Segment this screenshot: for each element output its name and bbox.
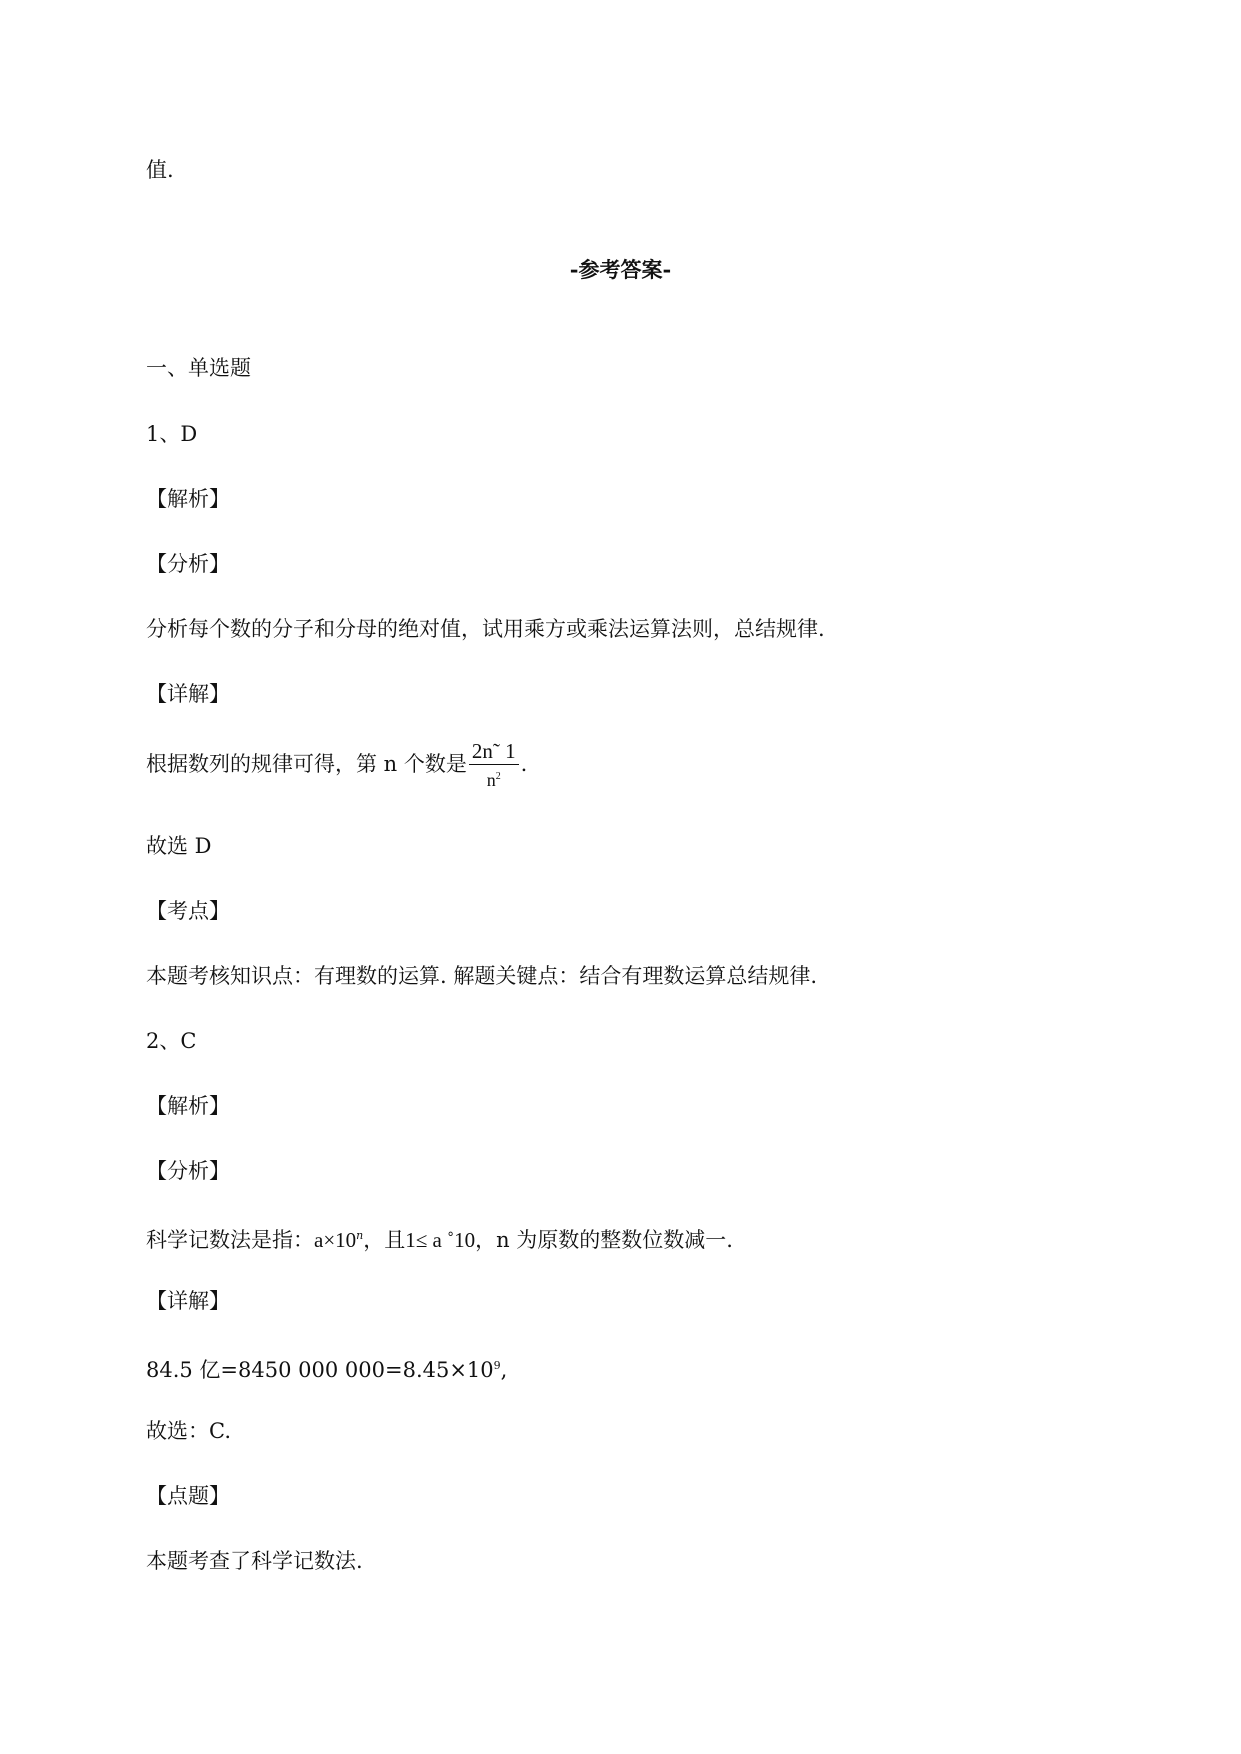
- q2-answer: 2、C: [146, 1029, 197, 1053]
- q2-fenxi-inequality: 1≤ a ˚10: [405, 1228, 476, 1252]
- q1-kaodian-label: 【考点】: [146, 899, 230, 923]
- q2-fenxi-prefix: 科学记数法是指：: [146, 1228, 314, 1252]
- q2-fenxi-exponent: n: [356, 1229, 364, 1242]
- q2-jiexi-label: 【解析】: [146, 1094, 230, 1118]
- q1-xiangjie-label: 【详解】: [146, 682, 230, 706]
- q2-xiangjie-label: 【详解】: [146, 1289, 230, 1313]
- q1-kaodian-text: 本题考核知识点：有理数的运算. 解题关键点：结合有理数运算总结规律.: [146, 964, 818, 988]
- q1-fraction: [469, 739, 519, 792]
- q1-choice: 故选 D: [146, 834, 212, 858]
- q1-fenxi-text: 分析每个数的分子和分母的绝对值，试用乘方或乘法运算法则，总结规律.: [146, 617, 825, 641]
- answer-section-title: -参考答案-: [569, 257, 672, 282]
- q2-fenxi-label: 【分析】: [146, 1159, 230, 1183]
- q2-diandi-text: 本题考查了科学记数法.: [146, 1549, 363, 1573]
- previous-question-tail: 值.: [146, 158, 174, 182]
- q1-detail-suffix: .: [520, 752, 528, 776]
- q1-answer: 1、D: [146, 422, 198, 446]
- q2-calc-prefix: 84.5 亿=8450 000 000=8.45×10: [146, 1358, 494, 1382]
- q2-fenxi-formula: a×10: [314, 1228, 357, 1252]
- q2-fenxi-suffix: ，n 为原数的整数位数减一.: [475, 1228, 733, 1252]
- q2-fenxi-line: [146, 1222, 733, 1254]
- q2-calc-suffix: ,: [500, 1358, 508, 1382]
- q1-fenxi-label: 【分析】: [146, 552, 230, 576]
- q1-fraction-den-exp: 2: [495, 771, 501, 782]
- q1-fraction-numerator: 2n˜ 1: [469, 739, 519, 765]
- q1-detail-line: [146, 736, 527, 792]
- q1-fraction-den-base: n: [486, 770, 496, 790]
- q1-jiexi-label: 【解析】: [146, 487, 230, 511]
- q2-diandi-label: 【点题】: [146, 1484, 230, 1508]
- q2-calc-line: [146, 1352, 507, 1384]
- q2-calc-exponent: 9: [493, 1359, 501, 1372]
- part-heading: 一、单选题: [146, 356, 251, 380]
- q1-fraction-denominator: [469, 765, 519, 792]
- q1-detail-prefix: 根据数列的规律可得，第 n 个数是: [146, 752, 467, 776]
- q2-choice: 故选：C.: [146, 1419, 231, 1443]
- q2-fenxi-mid: ，且: [363, 1228, 406, 1252]
